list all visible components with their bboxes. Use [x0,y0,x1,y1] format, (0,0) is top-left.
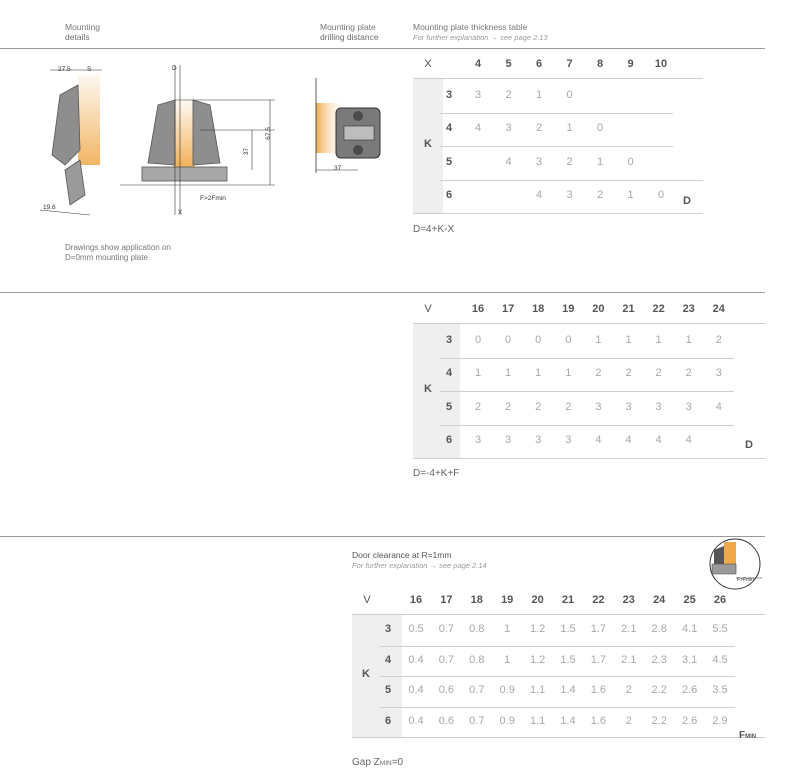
mounting-details-header [65,22,100,42]
t3-cell: 1 [504,623,511,636]
t2-cell: 1 [535,367,542,380]
t3-cell: 1.6 [590,714,607,727]
t2-cell: 2 [685,367,692,380]
t1-cell: 1 [566,122,573,135]
t2-col-header: 22 [652,303,665,315]
t3-cell: 0.5 [408,623,424,636]
t2-row-k: 3 [445,333,453,346]
t2-cell: 3 [535,434,542,447]
dim-27-5: 27.5 [58,66,71,73]
t1-k-label: K [424,138,432,150]
t1-row-k: 4 [445,122,453,135]
t1-row-rule [440,180,703,181]
section3-top-rule [0,536,765,537]
t2-cell: 1 [595,333,602,346]
t2-cell: 0 [565,333,572,346]
t1-corner: X [424,58,432,70]
t2-cell: 2 [595,367,602,380]
t2-row-k: 5 [445,400,453,413]
t2-cell: 3 [715,367,722,380]
t2-cell: 3 [565,434,572,447]
t2-cell: 1 [474,367,482,380]
t1-cell: 4 [505,155,512,168]
drawing-note-line1: Drawings show application on [65,243,171,252]
t2-row-k: 6 [445,434,453,447]
t2-cell: 3 [474,434,482,447]
t3-cell: 2.2 [651,714,667,727]
t1-col-header: 5 [505,58,512,70]
t3-cell: 0.7 [469,714,485,727]
t1-cell: 2 [596,189,604,202]
t3-fmin-sub: MIN [745,734,757,740]
t3-col-header: 22 [592,594,605,606]
drawing-note [65,243,171,263]
t3-cell: 1.2 [529,653,546,666]
t2-cell: 3 [655,400,662,413]
dim-67-5: 67.5 [264,127,272,140]
t3-row-rule [380,707,735,708]
t3-cell: 2.6 [681,684,698,697]
t2-cell: 2 [715,333,722,346]
t3-cell: 4.1 [681,623,698,636]
t1-row-k: 3 [445,88,453,101]
t3-col-header: 26 [713,594,727,606]
t2-cell: 2 [505,400,512,413]
t3-row-k: 5 [384,684,392,697]
dim-s: S [87,66,92,73]
t3-cell: 2 [625,714,632,727]
t3-cell: 2.1 [621,623,637,636]
t2-cell: 2 [625,367,632,380]
t1-cell: 0 [657,189,665,202]
t2-row-rule [440,425,734,426]
dim-19-6: 19.6 [43,204,56,211]
t2-formula: D=-4+K+F [413,468,460,479]
t3-col-header: 19 [501,594,514,606]
mounting-details-line2: details [65,32,90,42]
hinge-drawing [30,55,290,225]
t2-cell: 2 [565,400,572,413]
t1-col-header: 4 [474,58,482,70]
t1-row-rule [440,146,673,147]
t3-cell: 1.4 [560,684,576,697]
t2-col-header: 16 [471,303,485,315]
t2-row-rule [440,358,734,359]
t1-cell: 3 [505,122,512,135]
t3-fmin-label: FMIN [739,730,757,741]
t1-cell: 1 [535,88,543,101]
t3-header-rule [352,614,765,615]
t3-cell: 0.9 [499,714,515,727]
t3-bottom-rule [352,737,765,738]
t2-cell: 3 [505,434,512,447]
t3-row-k: 6 [384,714,392,727]
drilling-distance-line2: drilling distance [320,32,379,42]
t1-header-rule [413,78,703,79]
t2-d-label: D [745,439,753,451]
t1-col-header: 10 [654,58,668,70]
t3-row-k: 3 [384,623,392,636]
t2-cell: 2 [655,367,662,380]
t1-cell: 0 [596,122,604,135]
t2-col-header: 17 [501,303,515,315]
t2-cell: 1 [505,367,512,380]
t2-cell: 1 [685,333,692,346]
t2-cell: 4 [715,400,722,413]
t1-cell: 0 [566,88,573,101]
t3-cell: 2.1 [621,653,637,666]
thickness-table-title: Mounting plate thickness table [413,22,528,32]
t3-cell: 0.4 [408,653,424,666]
t3-cell: 2.9 [712,714,728,727]
t3-cell: 3.1 [681,653,698,666]
t2-col-header: 20 [592,303,605,315]
t1-cell: 1 [627,189,634,202]
t2-cell: 1 [655,333,662,346]
t3-cell: 2.2 [651,684,667,697]
t3-cell: 0.4 [408,714,424,727]
t3-cell: 3.5 [712,684,728,697]
t3-cell: 1.2 [529,623,546,636]
t2-row-k: 4 [445,367,453,380]
gap-zmin-label: Gap ZMIN=0 [352,757,404,768]
t3-cell: 1.5 [560,653,576,666]
dim-d: D [172,65,177,72]
mounting-plate-drawing [314,78,384,178]
t3-col-header: 18 [470,594,483,606]
dim-37-v: 37 [243,147,251,156]
door-clearance-inset [706,538,764,590]
t3-cell: 0.7 [438,653,455,666]
t1-cell: 2 [505,88,512,101]
t2-col-header: 19 [562,303,575,315]
mounting-details-line1: Mounting [65,22,100,32]
t2-k-label: K [424,383,432,395]
t2-cell: 2 [535,400,542,413]
t3-cell: 1.1 [529,684,546,697]
dim-37-h: 37 [334,165,342,172]
t3-cell: 1.7 [590,623,607,636]
t3-cell: 1.7 [590,653,607,666]
t3-cell: 0.8 [469,623,485,636]
t3-cell: 1.6 [590,684,607,697]
t3-cell: 1.5 [560,623,576,636]
section1-top-rule [0,48,765,49]
t3-cell: 0.9 [499,684,515,697]
t1-cell: 4 [474,122,482,135]
door-clearance-title: Door clearance at R=1mm [352,550,452,560]
t3-cell: 0.6 [438,714,455,727]
dim-x: X [178,209,183,216]
t3-k-label: K [362,668,370,680]
t1-cell: 1 [596,155,604,168]
t1-d-label: D [683,195,691,207]
t1-cell: 3 [535,155,543,168]
t3-col-header: 24 [653,594,666,606]
t2-cell: 4 [685,434,692,447]
t3-cell: 4.5 [712,653,728,666]
t1-col-header: 9 [627,58,634,70]
t3-corner: V [363,594,371,606]
inset-f-fmin: F>Fmin [737,577,755,583]
section2-top-rule [0,292,765,293]
t1-cell: 3 [566,189,573,202]
t3-row-k: 4 [384,653,392,666]
t3-row-rule [380,646,735,647]
t3-col-header: 16 [409,594,423,606]
t1-row-k: 5 [445,155,453,168]
t1-cell: 2 [535,122,543,135]
t3-col-header: 20 [531,594,544,606]
t2-cell: 1 [565,367,572,380]
t2-cell: 1 [625,333,632,346]
t2-cell: 3 [625,400,632,413]
t1-bottom-rule [413,213,703,214]
dim-f-2fmin: F>2Fmin [200,195,226,202]
t3-cell: 0.4 [408,684,424,697]
t2-cell: 4 [625,434,632,447]
t2-col-header: 24 [712,303,725,315]
t2-cell: 0 [474,333,482,346]
t2-cell: 0 [535,333,542,346]
t3-col-header: 21 [561,594,575,606]
t3-cell: 0.6 [438,684,455,697]
t2-header-rule [413,323,765,324]
t3-cell: 0.7 [469,684,485,697]
t2-cell: 4 [655,434,662,447]
t3-cell: 2.3 [651,653,667,666]
t3-cell: 1.4 [560,714,576,727]
t3-cell: 5.5 [712,623,728,636]
t1-cell: 0 [627,155,634,168]
t1-cell: 4 [535,189,543,202]
t2-col-header: 23 [682,303,695,315]
door-clearance-subtitle: For further explanation → see page 2.14 [352,561,487,570]
drilling-distance-header [320,22,379,42]
t1-col-header: 7 [566,58,573,70]
t2-cell: 3 [685,400,692,413]
gap-zmin-value: =0 [391,757,404,768]
t3-cell: 0.8 [469,653,485,666]
t2-cell: 4 [595,434,602,447]
thickness-table-subtitle: For further explanation → see page 2.13 [413,33,548,42]
t1-col-header: 6 [535,58,543,70]
drawing-note-line2: D=0mm mounting plate [65,253,148,262]
t1-cell: 3 [474,88,482,101]
t3-cell: 2 [625,684,632,697]
t3-cell: 1 [504,653,511,666]
t2-corner: V [424,303,432,315]
drilling-distance-line1: Mounting plate [320,22,376,32]
t1-col-header: 8 [596,58,604,70]
t2-cell: 0 [505,333,512,346]
t3-col-header: 23 [622,594,635,606]
t3-cell: 0.7 [438,623,455,636]
t3-col-header: 25 [683,594,696,606]
t2-cell: 2 [474,400,482,413]
t1-formula: D=4+K-X [413,224,455,235]
t1-row-k: 6 [445,189,453,202]
t2-col-header: 18 [532,303,545,315]
t1-row-rule [440,113,673,114]
t3-cell: 1.1 [529,714,546,727]
t3-col-header: 17 [440,594,453,606]
t3-row-rule [380,676,735,677]
t2-row-rule [440,391,734,392]
t2-col-header: 21 [622,303,635,315]
t2-cell: 3 [595,400,602,413]
t1-cell: 2 [566,155,573,168]
t2-bottom-rule [413,458,765,459]
t3-cell: 2.8 [651,623,667,636]
gap-zmin-sub: MIN [379,760,392,767]
t3-cell: 2.6 [681,714,698,727]
